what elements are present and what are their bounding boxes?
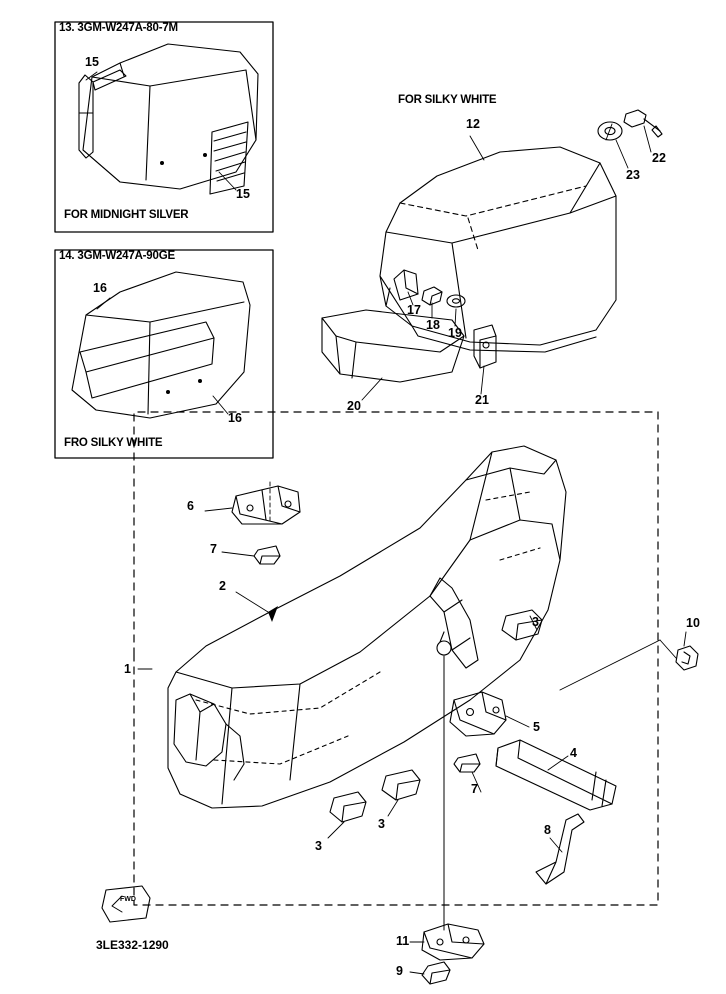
callout-6: 6 — [187, 499, 194, 513]
callout-16-b: 16 — [228, 411, 242, 425]
callout-15-a: 15 — [85, 55, 99, 69]
callout-16-a: 16 — [93, 281, 107, 295]
callout-11: 11 — [396, 934, 410, 948]
callout-2: 2 — [219, 579, 226, 593]
callout-8: 8 — [544, 823, 551, 837]
callout-3-a: 3 — [315, 839, 322, 853]
inset-box-14-caption: FRO SILKY WHITE — [64, 437, 163, 449]
callout-3-c: 3 — [532, 615, 539, 629]
callout-1: 1 — [124, 662, 131, 676]
callout-20: 20 — [347, 399, 361, 413]
part-number: 3LE332-1290 — [96, 938, 169, 952]
callout-9: 9 — [396, 964, 403, 978]
callout-19: 19 — [448, 326, 462, 340]
callout-12: 12 — [466, 117, 480, 131]
callout-4: 4 — [570, 746, 577, 760]
callout-17: 17 — [407, 303, 421, 317]
inset-box-13-title: 13. 3GM-W247A-80-7M — [59, 22, 178, 34]
callout-23: 23 — [626, 168, 640, 182]
callout-10: 10 — [686, 616, 700, 630]
inset-box-13-caption: FOR MIDNIGHT SILVER — [64, 209, 189, 221]
heading-for-silky-white: FOR SILKY WHITE — [398, 94, 497, 106]
callout-7-b: 7 — [471, 782, 478, 796]
fwd-marker-label: FWD — [120, 896, 136, 903]
callout-15-b: 15 — [236, 187, 250, 201]
callout-22: 22 — [652, 151, 666, 165]
inset-box-14-title: 14. 3GM-W247A-90GE — [59, 250, 175, 262]
callout-5: 5 — [533, 720, 540, 734]
callout-21: 21 — [475, 393, 489, 407]
callout-3-b: 3 — [378, 817, 385, 831]
callout-7-a: 7 — [210, 542, 217, 556]
callout-18: 18 — [426, 318, 440, 332]
